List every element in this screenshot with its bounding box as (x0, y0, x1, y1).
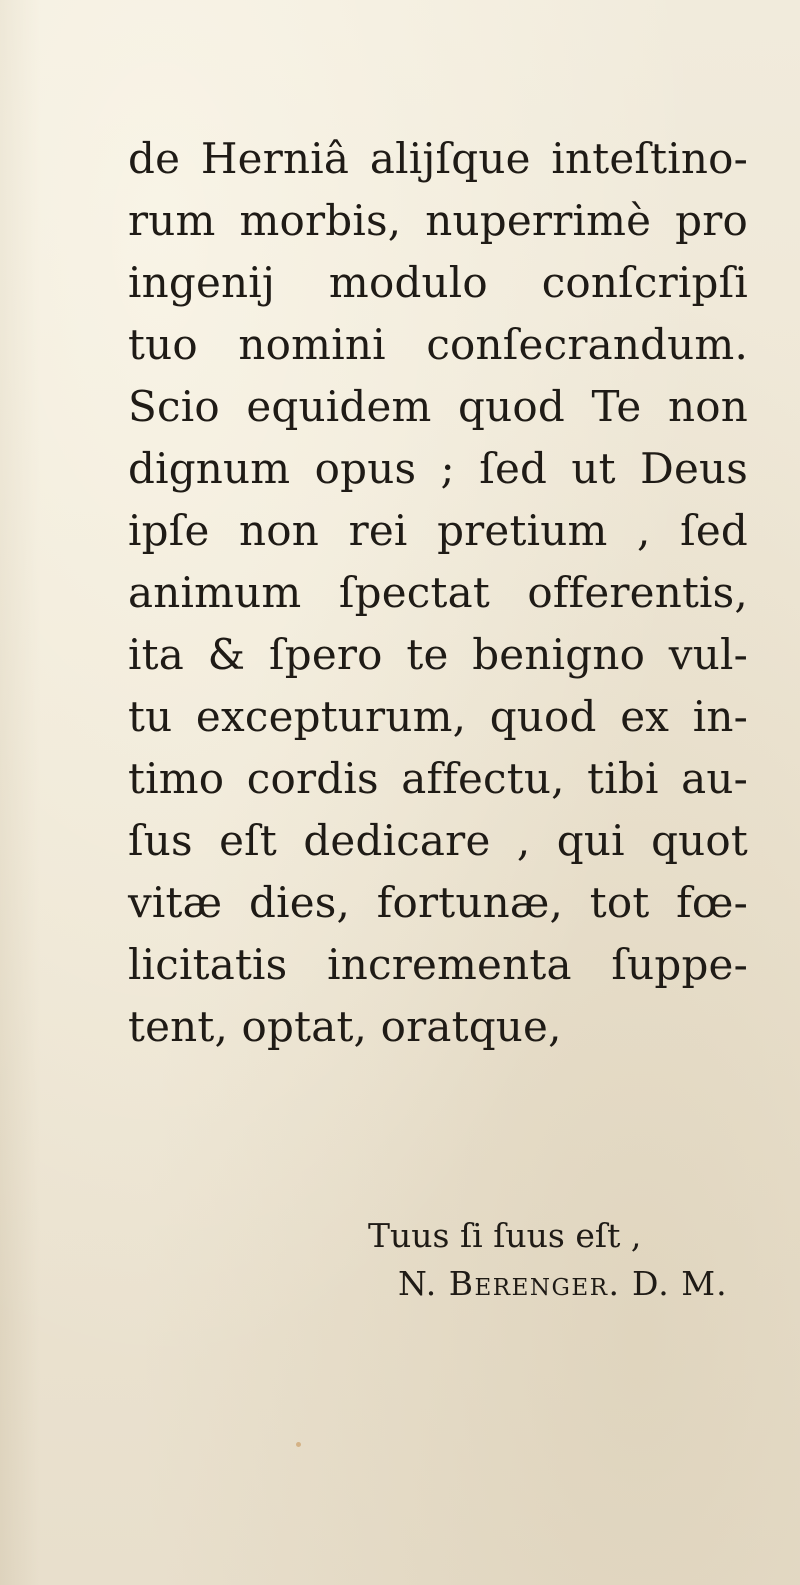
signature-name (0, 1260, 800, 1308)
text-line-13: vitæ dies, fortunæ, tot fœ- (128, 878, 748, 927)
signature-degree: D. M. (632, 1264, 728, 1303)
text-line-8: animum ſpectat offerentis, (128, 568, 748, 617)
text-line-2: rum morbis, nuperrimè pro (128, 196, 748, 245)
text-line-9: ita & ſpero te benigno vul- (128, 630, 748, 679)
text-line-4: tuo nomini conſecrandum. (128, 320, 748, 369)
text-line-7: ipſe non rei pretium , ſed (128, 506, 748, 555)
text-line-6: dignum opus ; ſed ut Deus (128, 444, 748, 493)
text-line-15: tent, optat, oratque, (128, 1002, 562, 1051)
signature-surname: Berenger. (448, 1264, 621, 1303)
text-line-11: timo cordis affectu, tibi au- (128, 754, 748, 803)
text-line-10: tu excepturum, quod ex in- (128, 692, 748, 741)
signature-initial: N. (398, 1264, 438, 1303)
text-line-1: de Herniâ alijſque inteſtino- (128, 134, 748, 183)
paper-stain (296, 1442, 301, 1447)
signature-block (0, 1212, 800, 1308)
dedication-text (128, 128, 748, 1058)
text-line-14: licitatis incrementa ſuppe- (128, 940, 748, 989)
text-line-3: ingenij modulo conſcripſi (128, 258, 748, 307)
text-line-12: ſus eſt dedicare , qui quot (128, 816, 748, 865)
signature-closing: Tuus ſi ſuus eſt , (368, 1216, 642, 1255)
text-line-5: Scio equidem quod Te non (128, 382, 748, 431)
